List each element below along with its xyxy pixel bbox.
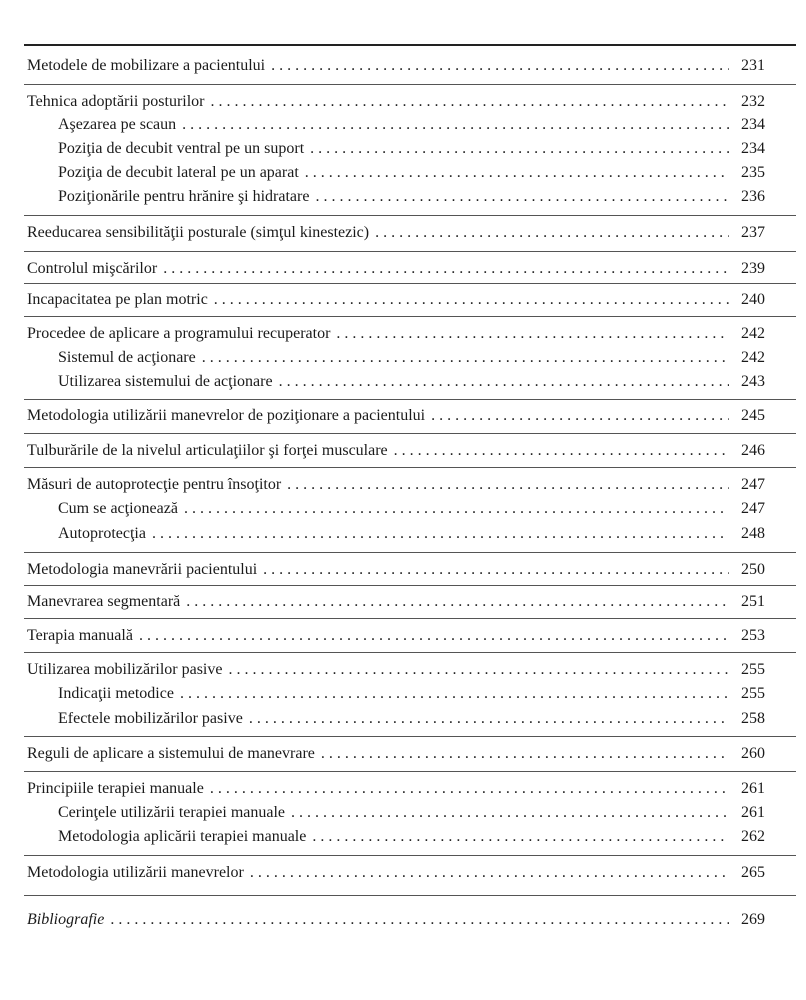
toc-entry-page: 234 xyxy=(741,140,765,157)
section-divider xyxy=(24,433,796,434)
toc-entry-page: 255 xyxy=(741,661,765,678)
toc-entry xyxy=(58,135,765,159)
section-divider xyxy=(24,771,796,772)
toc-entry xyxy=(58,680,765,704)
toc-entry-page: 255 xyxy=(741,685,765,702)
toc-entry-page: 242 xyxy=(741,349,765,366)
toc-entry-page: 261 xyxy=(741,780,765,797)
toc-entry-title: Tulburările de la nivelul articulaţiilor şi forţei musculare xyxy=(27,442,388,459)
toc-entry-page: 231 xyxy=(741,57,765,74)
section-divider xyxy=(24,652,796,653)
toc-entry-page: 265 xyxy=(741,864,765,881)
toc-entry-title: Cerinţele utilizării terapiei manuale xyxy=(58,804,286,821)
toc-leader-dots xyxy=(180,684,729,704)
toc-entry-title: Efectele mobilizărilor pasive xyxy=(58,710,243,727)
toc-entry-title: Manevrarea segmentară xyxy=(27,593,181,610)
section-divider xyxy=(24,618,796,619)
toc-entry-title: Bibliografie xyxy=(27,911,105,928)
toc-entry-title: Poziţia de decubit lateral pe un aparat xyxy=(58,164,299,181)
toc-leader-dots xyxy=(375,223,729,243)
toc-leader-dots xyxy=(139,626,729,646)
toc-entry-page: 247 xyxy=(741,500,765,517)
toc-entry xyxy=(27,255,765,279)
toc-entry-title: Utilizarea mobilizărilor pasive xyxy=(27,661,223,678)
toc-entry-title: Sistemul de acţionare xyxy=(58,349,196,366)
toc-entry-page: 258 xyxy=(741,710,765,727)
toc-leader-dots xyxy=(431,406,729,426)
toc-entry-page: 245 xyxy=(741,407,765,424)
toc-entry-title: Cum se acţionează xyxy=(58,500,178,517)
toc-entry-title: Poziţia de decubit ventral pe un suport xyxy=(58,140,305,157)
toc-entry xyxy=(27,402,765,426)
toc-entry xyxy=(27,656,765,680)
toc-entry xyxy=(58,183,765,207)
toc-entry-title: Procedee de aplicare a programului recuperator xyxy=(27,325,331,342)
toc-leader-dots xyxy=(321,744,729,764)
toc-entry-page: 234 xyxy=(741,116,765,133)
toc-entry-page: 269 xyxy=(741,911,765,928)
toc-entry-page: 260 xyxy=(741,745,765,762)
toc-entry xyxy=(58,368,765,392)
toc-entry xyxy=(27,775,765,799)
toc-leader-dots xyxy=(249,709,729,729)
toc-leader-dots xyxy=(336,324,729,344)
toc-entry-title: Principiile terapiei manuale xyxy=(27,780,204,797)
toc-entry-page: 232 xyxy=(741,93,765,110)
toc-leader-dots xyxy=(202,348,729,368)
toc-entry xyxy=(27,320,765,344)
toc-entry-title: Incapacitatea pe plan motric xyxy=(27,291,208,308)
toc-entry-title: Terapia manuală xyxy=(27,627,133,644)
section-divider xyxy=(24,316,796,317)
toc-entry-title: Autoprotecţia xyxy=(58,525,146,542)
toc-leader-dots xyxy=(291,803,729,823)
toc-entry-title: Măsuri de autoprotecţie pentru însoţitor xyxy=(27,476,282,493)
section-divider xyxy=(24,855,796,856)
section-divider xyxy=(24,467,796,468)
toc-entry-page: 236 xyxy=(741,188,765,205)
toc-entry-page: 246 xyxy=(741,442,765,459)
section-divider xyxy=(24,895,796,896)
toc-entry xyxy=(27,556,765,580)
toc-entry-page: 250 xyxy=(741,561,765,578)
toc-entry-title: Reguli de aplicare a sistemului de manevrare xyxy=(27,745,315,762)
toc-leader-dots xyxy=(305,163,729,183)
toc-entry xyxy=(27,437,765,461)
toc-entry-title: Indicaţii metodice xyxy=(58,685,174,702)
toc-entry xyxy=(27,588,765,612)
toc-leader-dots xyxy=(312,827,729,847)
toc-entry-title: Metodologia manevrării pacientului xyxy=(27,561,258,578)
toc-leader-dots xyxy=(287,475,729,495)
toc-leader-dots xyxy=(210,779,729,799)
toc-leader-dots xyxy=(250,863,729,883)
section-divider xyxy=(24,585,796,586)
toc-leader-dots xyxy=(271,56,729,76)
toc-entry xyxy=(58,159,765,183)
toc-leader-dots xyxy=(315,187,729,207)
toc-leader-dots xyxy=(163,259,729,279)
toc-leader-dots xyxy=(228,660,729,680)
toc-entry-title: Tehnica adoptării posturilor xyxy=(27,93,205,110)
toc-entry xyxy=(58,344,765,368)
toc-entry-page: 240 xyxy=(741,291,765,308)
toc-entry xyxy=(58,495,765,519)
toc-entry-page: 243 xyxy=(741,373,765,390)
section-divider xyxy=(24,215,796,216)
toc-entry xyxy=(27,859,765,883)
toc-entry-page: 251 xyxy=(741,593,765,610)
section-divider xyxy=(24,552,796,553)
toc-entry xyxy=(27,622,765,646)
toc-entry xyxy=(27,219,765,243)
toc-entry-title: Metodologia utilizării manevrelor de poziţionare a pacientului xyxy=(27,407,426,424)
toc-leader-dots xyxy=(394,441,729,461)
toc-leader-dots xyxy=(186,592,729,612)
toc-entry xyxy=(58,799,765,823)
toc-entry-title: Reeducarea sensibilităţii posturale (simţul kinestezic) xyxy=(27,224,370,241)
toc-leader-dots xyxy=(211,92,730,112)
toc-leader-dots xyxy=(110,910,729,930)
toc-entry xyxy=(58,520,765,544)
toc-entry-title: Aşezarea pe scaun xyxy=(58,116,177,133)
toc-entry xyxy=(27,740,765,764)
toc-entry-page: 262 xyxy=(741,828,765,845)
toc-entry xyxy=(27,906,765,930)
toc-entry xyxy=(27,286,765,310)
toc-leader-dots xyxy=(152,524,729,544)
toc-entry-title: Metodele de mobilizare a pacientului xyxy=(27,57,266,74)
toc-leader-dots xyxy=(263,560,729,580)
toc-entry-page: 235 xyxy=(741,164,765,181)
toc-entry xyxy=(27,52,765,76)
toc-entry-page: 239 xyxy=(741,260,765,277)
toc-entry-title: Utilizarea sistemului de acţionare xyxy=(58,373,273,390)
toc-leader-dots xyxy=(214,290,729,310)
toc-entry xyxy=(58,823,765,847)
section-divider xyxy=(24,283,796,284)
section-divider xyxy=(24,251,796,252)
top-rule xyxy=(24,44,796,46)
toc-entry-title: Poziţionările pentru hrănire şi hidratare xyxy=(58,188,310,205)
toc-entry xyxy=(58,705,765,729)
toc-entry-title: Metodologia aplicării terapiei manuale xyxy=(58,828,307,845)
toc-entry-page: 247 xyxy=(741,476,765,493)
toc-entry-page: 248 xyxy=(741,525,765,542)
toc-entry-page: 237 xyxy=(741,224,765,241)
toc-leader-dots xyxy=(310,139,729,159)
toc-entry xyxy=(27,471,765,495)
section-divider xyxy=(24,84,796,85)
toc-entry-page: 242 xyxy=(741,325,765,342)
toc-entry xyxy=(27,88,765,112)
toc-entry-title: Metodologia utilizării manevrelor xyxy=(27,864,244,881)
section-divider xyxy=(24,736,796,737)
toc-entry xyxy=(58,111,765,135)
toc-leader-dots xyxy=(182,115,729,135)
toc-entry-title: Controlul mişcărilor xyxy=(27,260,158,277)
toc-entry-page: 253 xyxy=(741,627,765,644)
toc-leader-dots xyxy=(184,499,729,519)
section-divider xyxy=(24,399,796,400)
toc-entry-page: 261 xyxy=(741,804,765,821)
toc-leader-dots xyxy=(279,372,729,392)
